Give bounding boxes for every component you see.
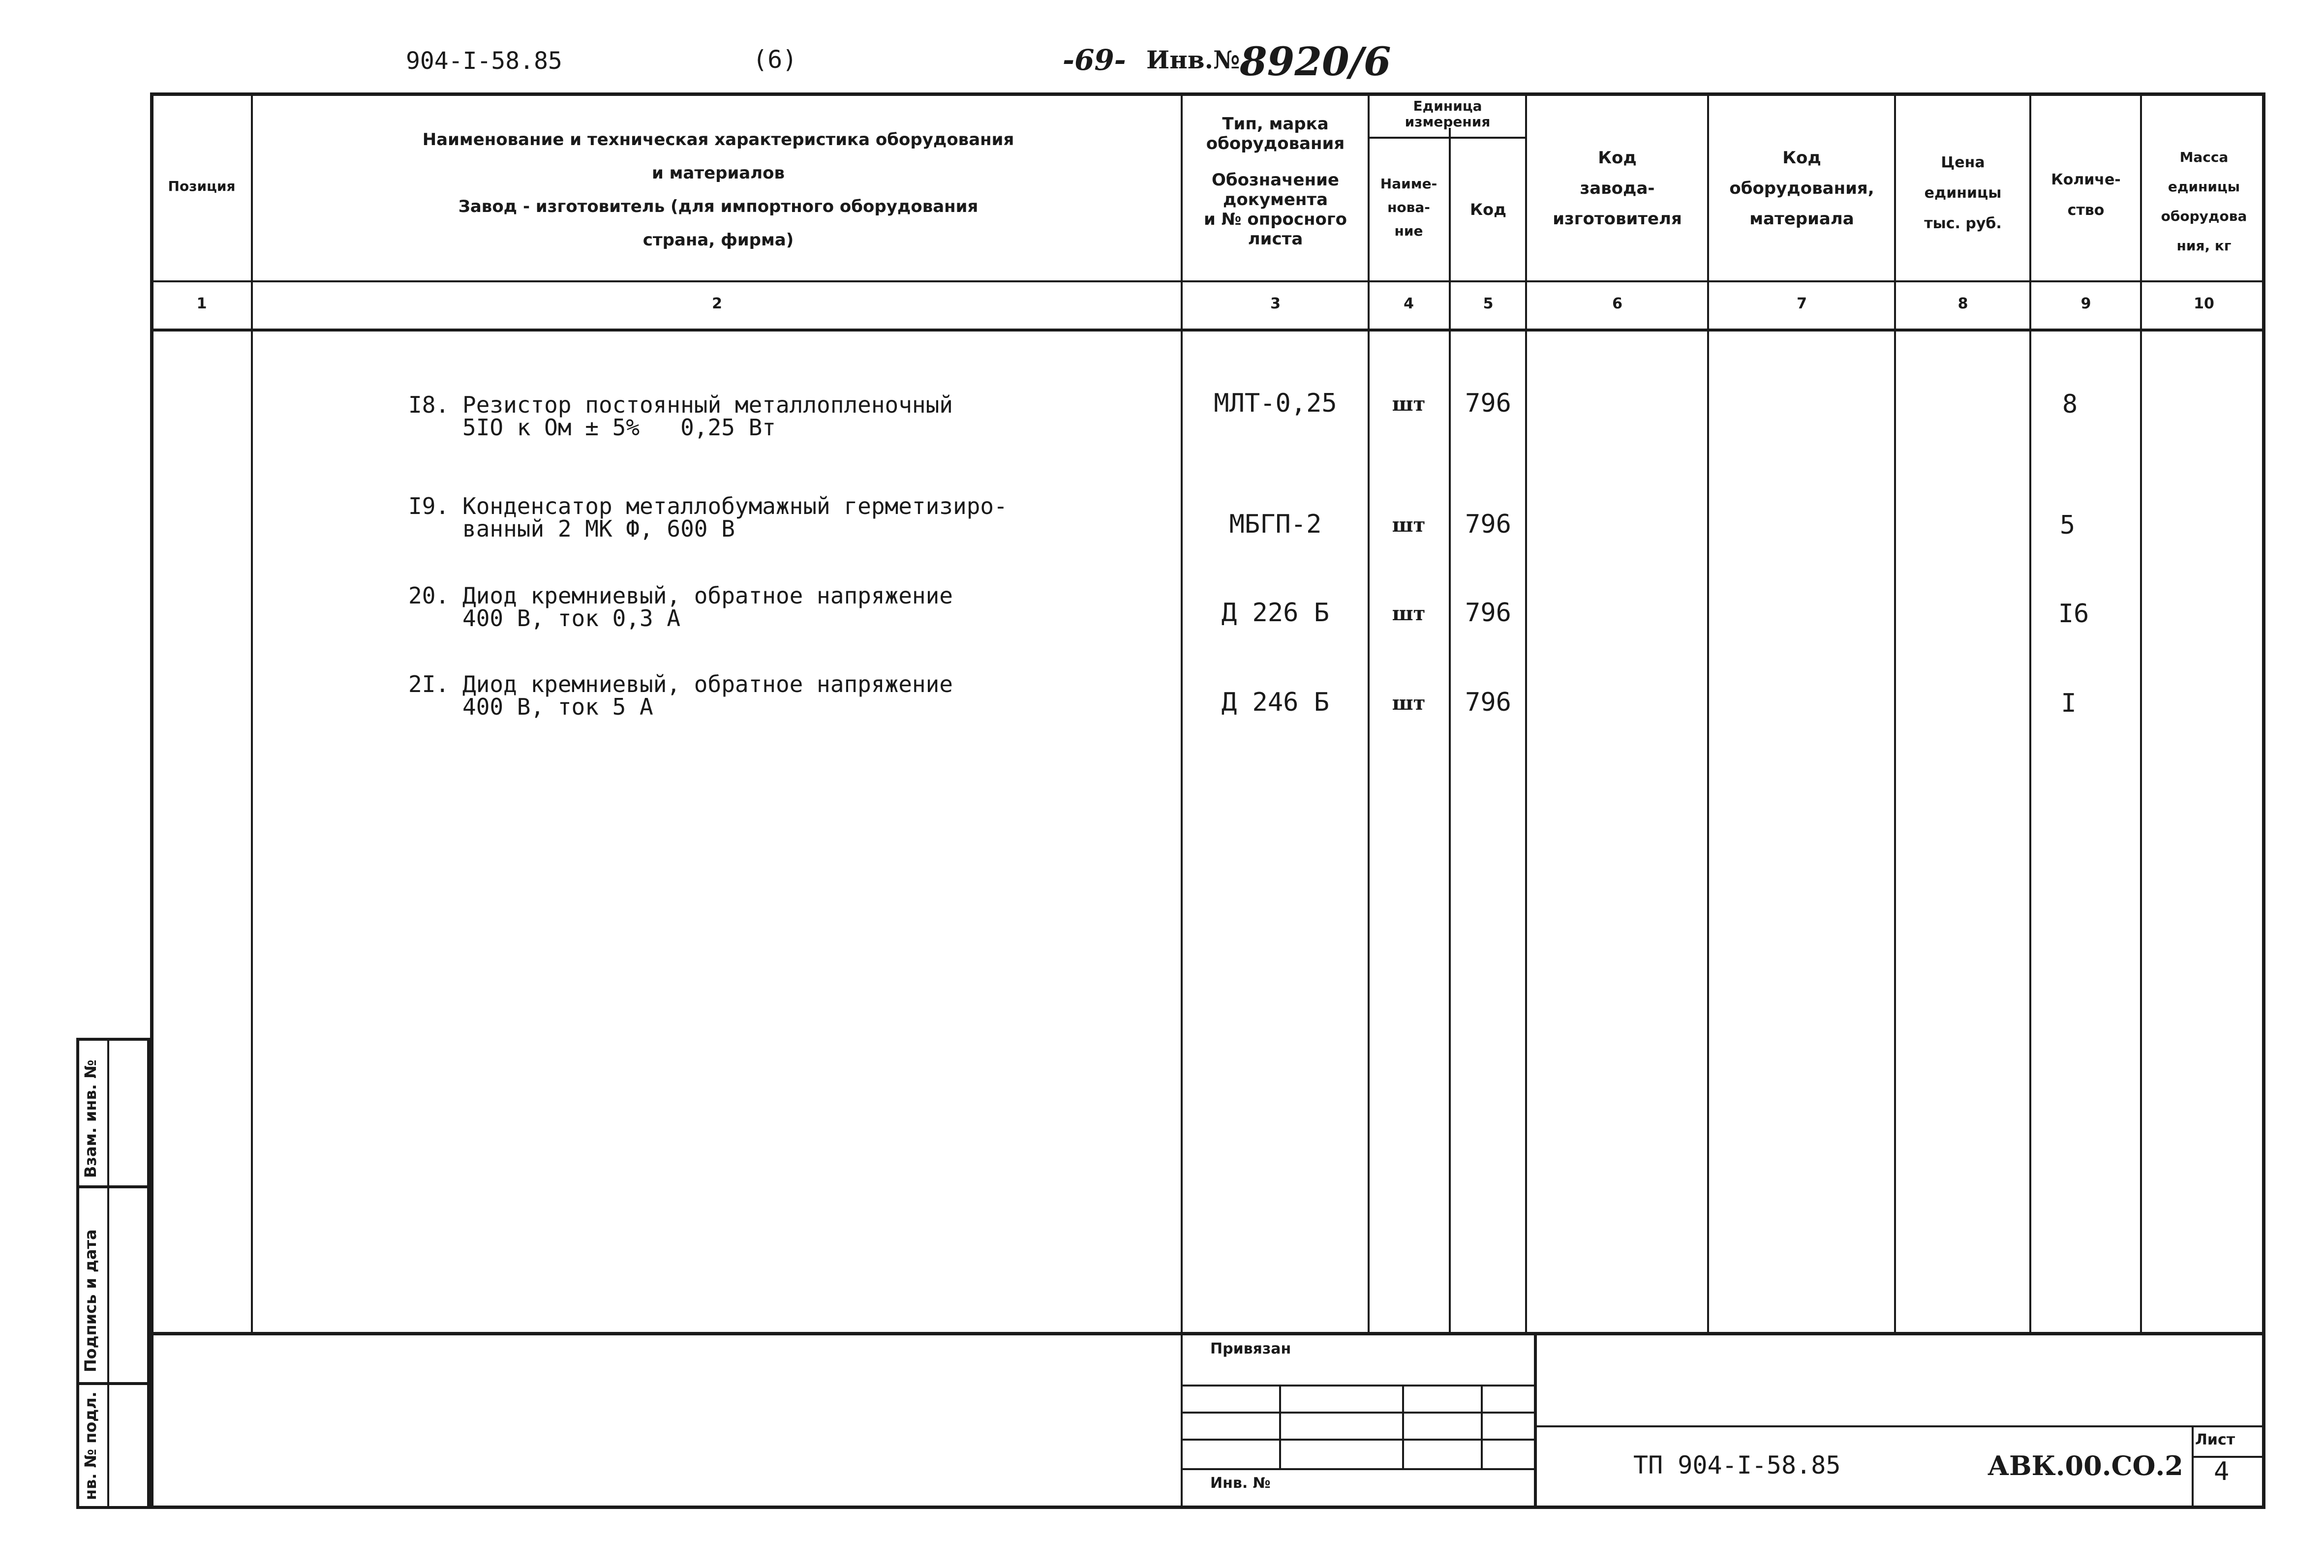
col-number: 8 [1957, 295, 1968, 312]
inventory-label: Инв.№ [1146, 45, 1240, 74]
col-number: 4 [1404, 295, 1414, 312]
unit-group-line [1368, 137, 1525, 139]
col-divider [251, 92, 253, 1334]
col-divider [2029, 92, 2031, 1334]
tp-code: ТП 904-I-58.85 [1633, 1451, 1841, 1479]
sheet-box-divider [2192, 1425, 2194, 1509]
col-header-mass: Масса единицы оборудова ния, кг [2161, 149, 2247, 254]
col-divider [1181, 92, 1183, 1334]
col-divider [2140, 92, 2142, 1334]
col-divider [1894, 92, 1896, 1334]
stamp-line [1181, 1468, 1534, 1470]
row-unit-code: 796 [1465, 688, 1511, 717]
col-number: 9 [2080, 295, 2091, 312]
row-description-line2: 400 В, ток 5 А [462, 694, 653, 720]
row-description-line1: Резистор постоянный металлопленочный [462, 392, 953, 418]
row-description-line2: 5IO к Ом ± 5% 0,25 Вт [462, 414, 776, 441]
col-divider [1525, 92, 1527, 1334]
col-header-quantity: Количе- ство [2051, 171, 2121, 219]
col-header-type: Тип, марка оборудования Обозначение документа и № опросного листа [1203, 114, 1347, 249]
inv-no-label: Инв. № [1210, 1475, 1271, 1492]
row-unit-code: 796 [1465, 510, 1511, 539]
row-unit: шт [1392, 692, 1426, 715]
row-description-line2: ванный 2 МК Ф, 600 В [462, 515, 735, 542]
row-type: Д 226 Б [1221, 598, 1330, 628]
row-unit: шт [1392, 602, 1426, 625]
row-position: 20. [408, 582, 450, 609]
colnum-bottom-line [150, 329, 2265, 332]
row-quantity: 8 [2062, 390, 2078, 419]
side-stamp-line [76, 1185, 150, 1188]
col-number: 5 [1483, 295, 1494, 312]
row-type: МЛТ-0,25 [1214, 389, 1337, 418]
header-bottom-line [150, 280, 2265, 282]
col-header-name: Наименование и техническая характеристика оборудования и материалов Завод - изготовитель (для импортного оборудования страна, фирма) [422, 130, 1014, 250]
col-header-position: Позиция [168, 178, 236, 194]
sheet-number: 4 [2214, 1457, 2230, 1486]
col-number: 1 [196, 295, 207, 312]
col-number: 7 [1797, 295, 1807, 312]
col-header-unit-name: Наиме- нова- ние [1380, 176, 1437, 239]
stamp-divider [1279, 1385, 1281, 1468]
title-doc-code: АВК.00.СО.2 [1988, 1450, 2183, 1481]
side-stamp-replace-inv: Взам. инв. № [81, 1059, 100, 1178]
privyazan-label: Привязан [1210, 1340, 1291, 1357]
row-type: МБГП-2 [1229, 510, 1322, 539]
row-description-line1: Конденсатор металлобумажный герметизиро- [462, 493, 1008, 519]
stamp-top-line [150, 1332, 2265, 1335]
page-number: -69- [1063, 43, 1126, 77]
row-description-line1: Диод кремниевый, обратное напряжение [462, 671, 953, 697]
stamp-divider [1402, 1385, 1404, 1468]
row-type: Д 246 Б [1221, 688, 1330, 717]
row-description-line2: 400 В, ток 0,3 А [462, 605, 681, 632]
side-stamp-line [76, 1382, 150, 1385]
title-block-line [1534, 1425, 2265, 1427]
col-header-equipment-code: Код оборудования, материала [1729, 148, 1874, 229]
col-header-unit-price: Цена единицы тыс. руб. [1924, 154, 2002, 232]
row-quantity: I6 [2058, 599, 2089, 629]
row-quantity: I [2061, 689, 2077, 718]
col-divider [1707, 92, 1709, 1334]
row-unit: шт [1392, 513, 1426, 537]
sheet-label: Лист [2195, 1431, 2235, 1448]
row-description-line1: Диод кремниевый, обратное напряжение [462, 582, 953, 609]
stamp-divider [1181, 1332, 1183, 1509]
col-number: 10 [2194, 295, 2214, 312]
side-stamp-divider [107, 1038, 109, 1509]
stamp-divider [1481, 1385, 1483, 1468]
row-position: I8. [408, 392, 450, 418]
side-stamp-signature-date: Подпись и дата [81, 1229, 100, 1372]
inventory-number: 8920/6 [1240, 38, 1391, 85]
unit-group-header: Единица измерения [1405, 98, 1491, 130]
row-position: 2I. [408, 671, 450, 697]
col-number: 2 [712, 295, 722, 312]
col-divider [1449, 128, 1451, 1334]
col-number: 6 [1612, 295, 1622, 312]
col-header-plant-code: Код завода- изготовителя [1553, 148, 1682, 229]
row-quantity: 5 [2059, 511, 2076, 540]
stamp-divider [1534, 1332, 1537, 1509]
row-unit-code: 796 [1465, 598, 1511, 628]
col-header-unit-code: Код [1470, 200, 1506, 219]
sheet-mark: (6) [753, 45, 797, 74]
row-unit: шт [1392, 392, 1426, 416]
side-stamp-original-inv: нв. № подл. [81, 1391, 100, 1500]
row-unit-code: 796 [1465, 389, 1511, 418]
row-position: I9. [408, 493, 450, 519]
document-code: 904-I-58.85 [406, 47, 562, 75]
col-number: 3 [1270, 295, 1281, 312]
